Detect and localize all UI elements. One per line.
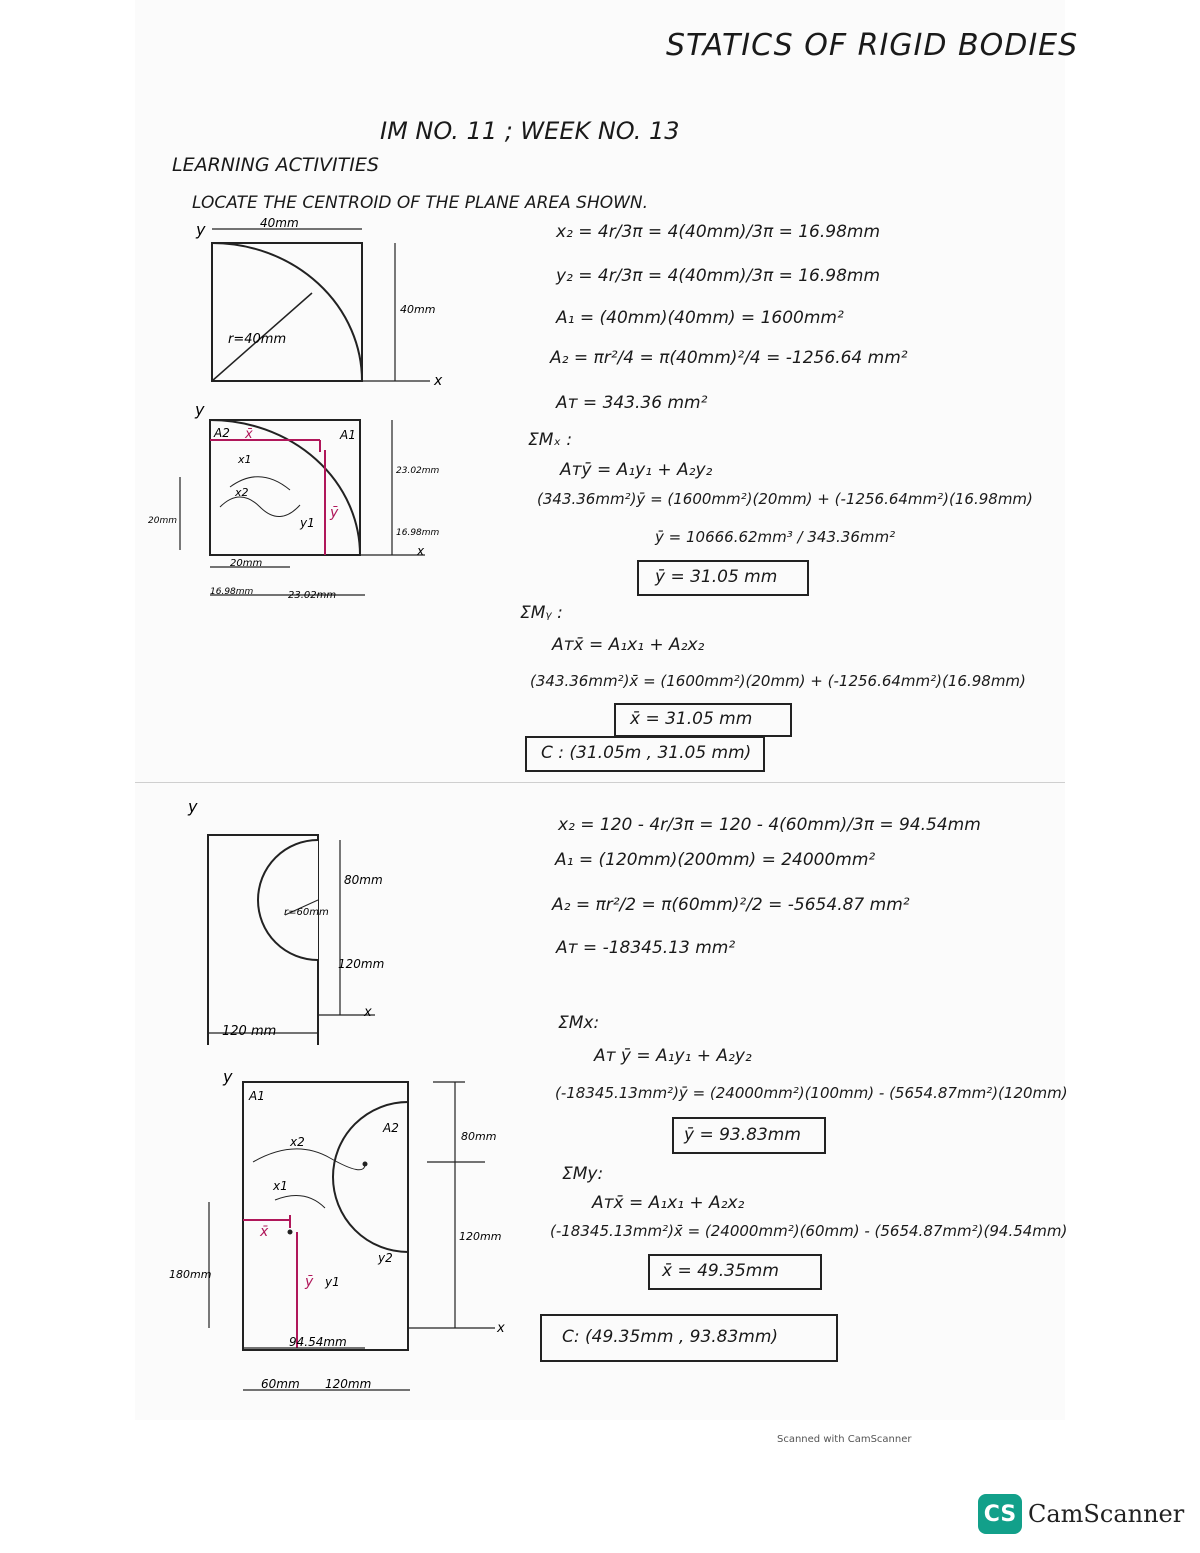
fig2-x1-label: x1 [238, 453, 252, 466]
p2fig1-dim-80: 80mm [344, 873, 383, 887]
fig2-y1-label: y1 [300, 516, 315, 530]
p2-centroid-box [540, 1314, 838, 1362]
p2-eq-moment-x: Aᴛ ȳ = A₁y₁ + A₂y₂ [594, 1046, 752, 1066]
fig2-dim-20: 20mm [230, 558, 263, 569]
fig2-dim-1698: 16.98mm [210, 587, 254, 597]
p2-eq-subst-y: (-18345.13mm²)x̄ = (24000mm²)(60mm) - (5654.87mm²)(94.54mm) [550, 1222, 1068, 1240]
fig2-a2-label: A2 [214, 426, 230, 440]
p1-centroid-box [525, 736, 765, 772]
p2fig2-y1-label: y1 [325, 1275, 340, 1289]
fig2-x2-label: x2 [235, 486, 249, 499]
p2fig2-dim-180: 180mm [169, 1268, 212, 1281]
fig2-x-axis: x [417, 544, 425, 558]
p1-eq-subst-y: (343.36mm²)x̄ = (1600mm²)(20mm) + (-1256.64mm²)(16.98mm) [530, 672, 1026, 690]
p2fig2-a1-label: A1 [249, 1089, 265, 1103]
p2fig2-dim-9454: 94.54mm [289, 1335, 347, 1349]
fig2-dim-top: 23.02mm [396, 466, 440, 476]
camscanner-logo: CS [978, 1494, 1022, 1534]
p2-eq-moment-y: Aᴛx̄ = A₁x₁ + A₂x₂ [592, 1193, 745, 1213]
p2fig1-x-axis: x [364, 1005, 372, 1020]
problem2-figure-composite [165, 1060, 515, 1405]
p2fig2-dim-120h: 120mm [325, 1377, 372, 1391]
p2-eq-sum-my: ΣMy: [562, 1164, 604, 1184]
p2fig2-y-axis: y [223, 1067, 233, 1086]
p2-eq-a1: A₁ = (120mm)(200mm) = 24000mm² [555, 850, 876, 870]
camscanner-brand: CamScanner [1028, 1500, 1185, 1528]
p1-eq-ybar-frac: ȳ = 10666.62mm³ / 343.36mm² [655, 528, 896, 546]
p2-eq-subst-x: (-18345.13mm²)ȳ = (24000mm²)(100mm) - (5654.87mm²)(120mm) [555, 1084, 1068, 1102]
p1-eq-moment-x: Aᴛȳ = A₁y₁ + A₂y₂ [560, 460, 713, 480]
problem1-figure-composite [140, 395, 460, 610]
p2fig2-dim-60: 60mm [261, 1377, 300, 1391]
section-heading: LEARNING ACTIVITIES [172, 154, 379, 176]
p2-eq-at: Aᴛ = -18345.13 mm² [556, 938, 736, 958]
p2-eq-a2: A₂ = πr²/2 = π(60mm)²/2 = -5654.87 mm² [552, 895, 910, 915]
p1-eq-y2: y₂ = 4r/3π = 4(40mm)/3π = 16.98mm [556, 266, 881, 286]
p1-ybar-box [637, 560, 809, 596]
p2fig2-ybar-label: ȳ [305, 1274, 314, 1290]
fig2-dim-2302: 23.02mm [288, 590, 337, 601]
im-week-heading: IM NO. 11 ; WEEK NO. 13 [380, 117, 680, 145]
p2fig1-radius-label: r=60mm [284, 907, 329, 918]
p1-eq-sum-my: ΣMᵧ : [520, 603, 563, 623]
section-divider [135, 782, 1065, 783]
p1-centroid-result: C : (31.05m , 31.05 mm) [541, 743, 752, 763]
fig2-y-axis: y [195, 400, 205, 419]
instruction: LOCATE THE CENTROID OF THE PLANE AREA SHOWN. [192, 193, 649, 213]
p2fig2-xbar-label: x̄ [260, 1224, 269, 1240]
p2-ybar-box [672, 1117, 826, 1154]
p1-eq-moment-y: Aᴛx̄ = A₁x₁ + A₂x₂ [552, 635, 705, 655]
fig1-width-label: 40mm [260, 216, 299, 230]
scanned-note: Scanned with CamScanner [777, 1434, 912, 1445]
p1-eq-at: Aᴛ = 343.36 mm² [556, 393, 708, 413]
p2-eq-sum-mx: ΣMx: [558, 1013, 600, 1033]
p1-ybar-result: ȳ = 31.05 mm [655, 567, 778, 587]
p2-xbar-box [648, 1254, 822, 1290]
fig1-y-axis: y [196, 220, 206, 239]
fig2-xbar-label: x̄ [245, 427, 253, 442]
p2fig2-dim-80: 80mm [461, 1130, 497, 1143]
p1-xbar-box [614, 703, 792, 737]
fig2-dim-left: 20mm [148, 516, 177, 526]
p2-centroid-result: C: (49.35mm , 93.83mm) [562, 1327, 779, 1347]
p1-eq-x2: x₂ = 4r/3π = 4(40mm)/3π = 16.98mm [556, 222, 881, 242]
p2-ybar-result: ȳ = 93.83mm [684, 1125, 801, 1145]
page-title: STATICS OF RIGID BODIES [666, 28, 1079, 63]
p2fig2-x-axis: x [497, 1321, 505, 1336]
p2fig1-y-axis: y [188, 797, 198, 816]
problem2-figure-semicircle [180, 790, 390, 1045]
p2fig2-dim-120: 120mm [459, 1230, 502, 1243]
p2fig2-a2-label: A2 [383, 1121, 399, 1135]
p1-eq-a2: A₂ = πr²/4 = π(40mm)²/4 = -1256.64 mm² [550, 348, 908, 368]
p1-eq-subst-x: (343.36mm²)ȳ = (1600mm²)(20mm) + (-1256.64mm²)(16.98mm) [537, 490, 1033, 508]
p2fig2-x1-label: x1 [273, 1179, 288, 1193]
p2fig1-width-label: 120 mm [222, 1024, 277, 1039]
p2fig2-y2-label: y2 [378, 1251, 393, 1265]
fig2-a1-label: A1 [340, 428, 356, 442]
p2fig2-x2-label: x2 [290, 1135, 305, 1149]
problem1-figure-quarter-circle [190, 215, 450, 395]
fig1-radius-label: r=40mm [228, 332, 287, 347]
p1-eq-a1: A₁ = (40mm)(40mm) = 1600mm² [556, 308, 844, 328]
p2-eq-x2: x₂ = 120 - 4r/3π = 120 - 4(60mm)/3π = 94.54mm [558, 815, 981, 835]
fig1-height-label: 40mm [400, 303, 436, 316]
p1-xbar-result: x̄ = 31.05 mm [630, 709, 753, 729]
p2fig1-dim-120: 120mm [338, 957, 385, 971]
fig2-ybar-label: ȳ [330, 505, 339, 521]
fig2-dim-bottom: 16.98mm [396, 528, 440, 538]
p1-eq-sum-mx: ΣMₓ : [528, 430, 573, 450]
p2-xbar-result: x̄ = 49.35mm [662, 1261, 779, 1281]
fig1-x-axis: x [434, 373, 443, 389]
